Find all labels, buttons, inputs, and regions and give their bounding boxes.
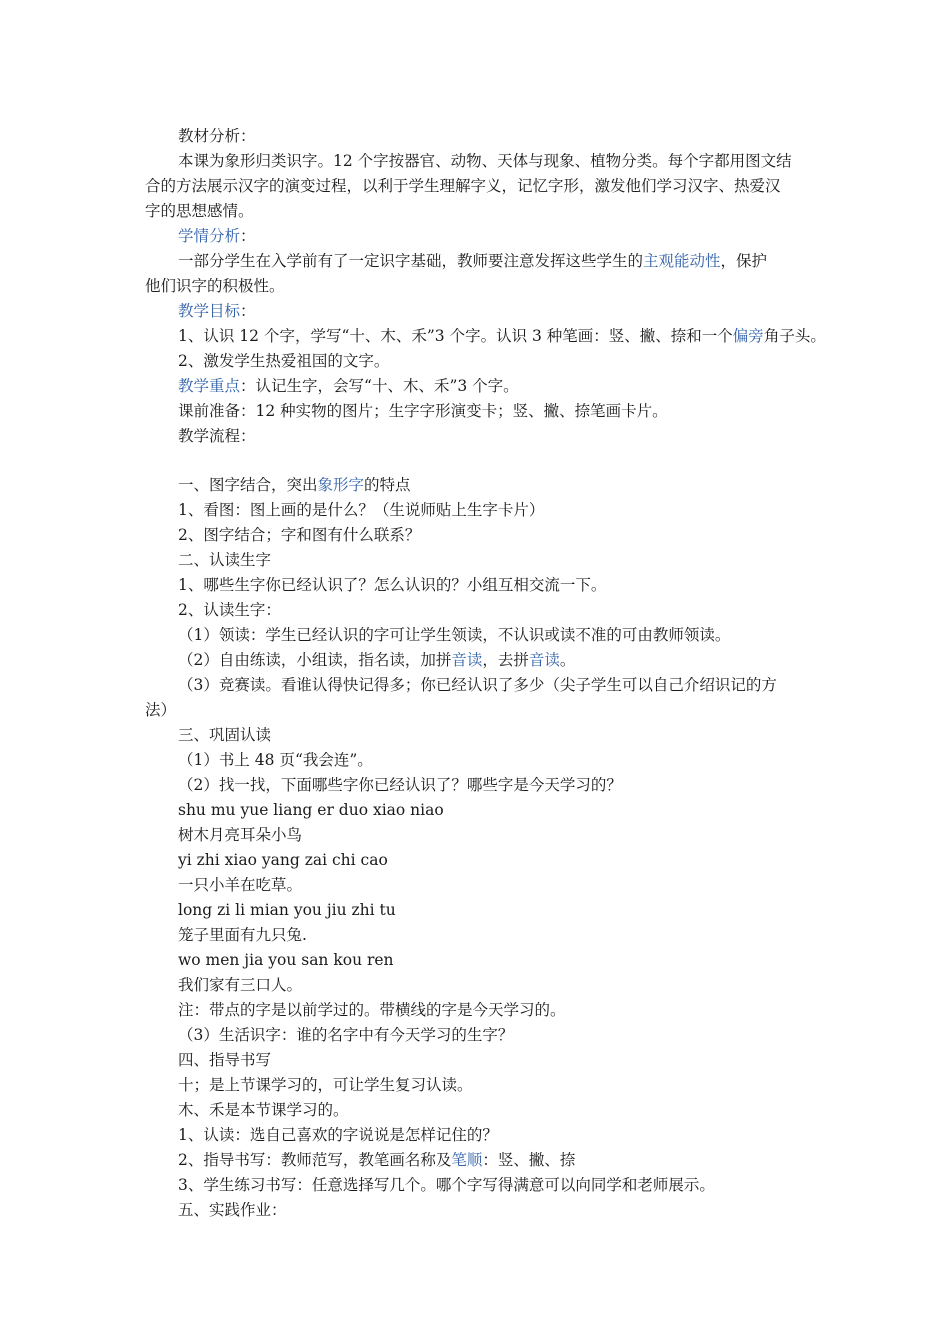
teaching-goal-link[interactable]: 教学目标: [178, 302, 241, 320]
pinyin-line-2: yi zhi xiao yang zai chi cao: [178, 851, 388, 869]
material-paragraph-line-1: 本课为象形归类识字。12 个字按器官、动物、天体与现象、植物分类。每个字都用图文结: [178, 152, 792, 170]
note-line: 注：带点的字是以前学过的。带横线的字是今天学习的。: [178, 1001, 566, 1019]
pinyin-line-3: long zi li mian you jiu zhi tu: [178, 901, 396, 919]
section-4-line-b: 木、禾是本节课学习的。: [178, 1101, 349, 1119]
pinyin-line-1: shu mu yue liang er duo xiao niao: [178, 801, 444, 819]
section-1-item-2: 2、图字结合；字和图有什么联系？: [178, 526, 421, 544]
pinyin-line-4: wo men jia you san kou ren: [178, 951, 394, 969]
student-paragraph-line-1: 一部分学生在入学前有了一定识字基础，教师要注意发挥这些学生的主观能动性，保护: [178, 252, 768, 270]
stroke-order-link[interactable]: 笔顺: [451, 1151, 483, 1169]
phonetic-reading-link-2[interactable]: 音读: [528, 651, 560, 669]
phonetic-reading-link-1[interactable]: 音读: [451, 651, 483, 669]
section-4-heading: 四、指导书写: [178, 1051, 272, 1069]
section-3-item-2: （2）找一找，下面哪些字你已经认识了？哪些字是今天学习的？: [178, 776, 622, 794]
subjective-initiative-link[interactable]: 主观能动性: [643, 252, 721, 270]
section-4-item-1: 1、认读：选自己喜欢的字说说是怎样记住的？: [178, 1126, 498, 1144]
section-2-heading: 二、认读生字: [178, 551, 272, 569]
section-2-item-1: 1、哪些生字你已经认识了？怎么认识的？小组互相交流一下。: [178, 576, 607, 594]
material-paragraph-line-2: 合的方法展示汉字的演变过程，以利于学生理解字义，记忆字形，激发他们学习汉字、热爱汉: [145, 177, 781, 195]
section-2-sub-3-line-2: 法）: [145, 701, 177, 719]
section-1-item-1: 1、看图：图上画的是什么？（生说师贴上生字卡片）: [178, 501, 545, 519]
section-2-sub-3-line-1: （3）竞赛读。看谁认得快记得多；你已经认识了多少（尖子学生可以自己介绍识记的方: [178, 676, 777, 694]
section-5-heading: 五、实践作业：: [178, 1201, 287, 1219]
teaching-key-link[interactable]: 教学重点: [178, 377, 241, 395]
section-3-heading: 三、巩固认读: [178, 726, 272, 744]
goal-item-1: 1、认识 12 个字，学写“十、木、禾”3 个字。认识 3 种笔画：竖、撇、捺和一个偏旁角子头。: [178, 327, 826, 345]
section-3-item-1: （1）书上 48 页“我会连”。: [178, 751, 373, 769]
teaching-goal-heading: 教学目标：: [178, 302, 256, 320]
pictograph-link[interactable]: 象形字: [317, 476, 365, 494]
material-paragraph-line-3: 字的思想感情。: [145, 202, 254, 220]
material-analysis-heading: 教材分析：: [178, 127, 256, 145]
student-analysis-link[interactable]: 学情分析: [178, 227, 241, 245]
teaching-flow-heading: 教学流程：: [178, 427, 256, 445]
teaching-key-line: 教学重点：认记生字，会写“十、木、禾”3 个字。: [178, 377, 519, 395]
section-3-item-3: （3）生活识字：谁的名字中有今天学习的生字？: [178, 1026, 514, 1044]
section-1-heading: 一、图字结合，突出象形字的特点: [178, 476, 411, 494]
section-4-item-2: 2、指导书写：教师范写，教笔画名称及笔顺：竖、撇、捺: [178, 1151, 576, 1169]
section-2-sub-1: （1）领读：学生已经认识的字可让学生领读，不认识或读不准的可由教师领读。: [178, 626, 731, 644]
section-2-item-2: 2、认读生字：: [178, 601, 281, 619]
preparation-line: 课前准备：12 种实物的图片；生字字形演变卡；竖、撇、捺笔画卡片。: [178, 402, 668, 420]
section-4-item-3: 3、学生练习书写：任意选择写几个。哪个字写得满意可以向同学和老师展示。: [178, 1176, 715, 1194]
hanzi-line-1: 树木月亮耳朵小鸟: [178, 826, 303, 844]
radical-link[interactable]: 偏旁: [732, 327, 764, 345]
goal-item-2: 2、激发学生热爱祖国的文字。: [178, 352, 390, 370]
student-paragraph-line-2: 他们识字的积极性。: [145, 277, 285, 295]
hanzi-line-2: 一只小羊在吃草。: [178, 876, 303, 894]
section-4-line-a: 十；是上节课学习的，可让学生复习认读。: [178, 1076, 473, 1094]
hanzi-line-3: 笼子里面有九只兔.: [178, 926, 307, 944]
section-2-sub-2: （2）自由练读，小组读，指名读，加拼音读，去拼音读。: [178, 651, 576, 669]
hanzi-line-4: 我们家有三口人。: [178, 976, 303, 994]
student-analysis-heading: 学情分析：: [178, 227, 256, 245]
